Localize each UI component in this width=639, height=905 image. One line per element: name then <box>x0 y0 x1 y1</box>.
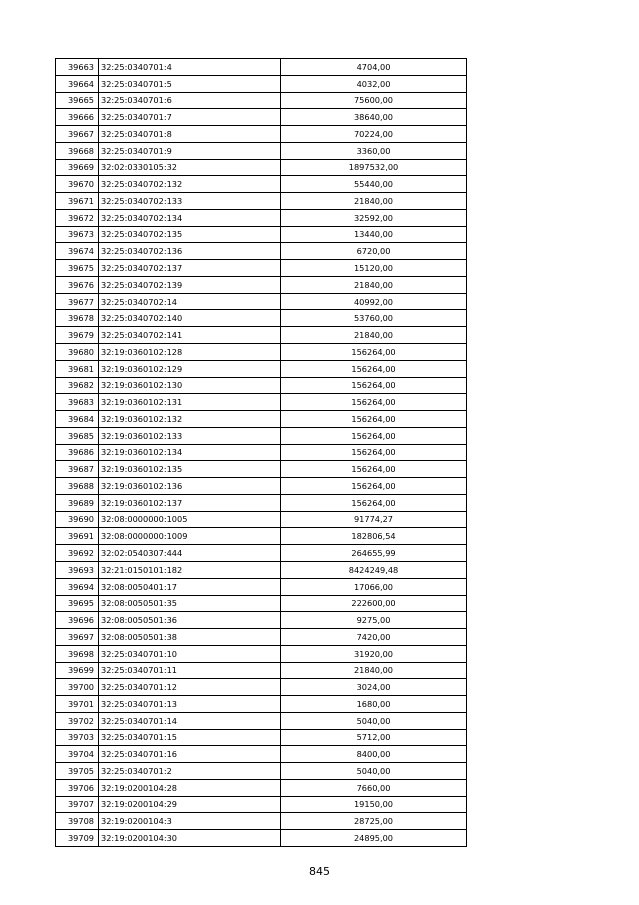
cadastral-number-cell: 32:25:0340701:12 <box>99 679 281 696</box>
table-row <box>56 59 467 76</box>
table-row <box>56 260 467 277</box>
row-number-cell: 39708 <box>56 813 99 830</box>
row-number-cell: 39669 <box>56 159 99 176</box>
row-number-cell: 39693 <box>56 561 99 578</box>
cadastral-number-cell: 32:08:0050501:36 <box>99 612 281 629</box>
cadastral-number-cell: 32:25:0340701:2 <box>99 763 281 780</box>
value-cell: 156264,00 <box>281 461 467 478</box>
cadastral-number-cell: 32:25:0340701:11 <box>99 662 281 679</box>
value-cell: 156264,00 <box>281 394 467 411</box>
table-row <box>56 813 467 830</box>
row-number-cell: 39673 <box>56 226 99 243</box>
cadastral-number-cell: 32:25:0340701:10 <box>99 645 281 662</box>
row-number-cell: 39667 <box>56 126 99 143</box>
table-row <box>56 830 467 847</box>
cadastral-number-cell: 32:25:0340702:14 <box>99 293 281 310</box>
row-number-cell: 39674 <box>56 243 99 260</box>
cadastral-number-cell: 32:25:0340702:133 <box>99 193 281 210</box>
table-row <box>56 75 467 92</box>
cadastral-number-cell: 32:19:0360102:136 <box>99 478 281 495</box>
row-number-cell: 39684 <box>56 411 99 428</box>
row-number-cell: 39683 <box>56 394 99 411</box>
cadastral-number-cell: 32:25:0340701:5 <box>99 75 281 92</box>
page-number: 845 <box>309 865 330 878</box>
cadastral-number-cell: 32:25:0340702:132 <box>99 176 281 193</box>
row-number-cell: 39701 <box>56 696 99 713</box>
cadastral-number-cell: 32:19:0360102:137 <box>99 494 281 511</box>
row-number-cell: 39691 <box>56 528 99 545</box>
value-cell: 7660,00 <box>281 779 467 796</box>
table-row <box>56 511 467 528</box>
row-number-cell: 39672 <box>56 209 99 226</box>
value-cell: 53760,00 <box>281 310 467 327</box>
cadastral-number-cell: 32:25:0340701:9 <box>99 142 281 159</box>
value-cell: 156264,00 <box>281 478 467 495</box>
cadastral-number-cell: 32:08:0050501:38 <box>99 629 281 646</box>
cadastral-number-cell: 32:08:0000000:1005 <box>99 511 281 528</box>
table-row <box>56 293 467 310</box>
table-row <box>56 126 467 143</box>
table-row <box>56 645 467 662</box>
table-row <box>56 494 467 511</box>
cadastral-number-cell: 32:25:0340701:6 <box>99 92 281 109</box>
table-row <box>56 226 467 243</box>
row-number-cell: 39699 <box>56 662 99 679</box>
table-row <box>56 578 467 595</box>
row-number-cell: 39681 <box>56 360 99 377</box>
value-cell: 24895,00 <box>281 830 467 847</box>
table-row <box>56 193 467 210</box>
value-cell: 5040,00 <box>281 763 467 780</box>
table-row <box>56 109 467 126</box>
value-cell: 1897532,00 <box>281 159 467 176</box>
cadastral-number-cell: 32:19:0360102:131 <box>99 394 281 411</box>
cadastral-number-cell: 32:19:0360102:129 <box>99 360 281 377</box>
table-row <box>56 243 467 260</box>
cadastral-number-cell: 32:19:0360102:135 <box>99 461 281 478</box>
cadastral-number-cell: 32:19:0360102:133 <box>99 427 281 444</box>
table-row <box>56 528 467 545</box>
cadastral-number-cell: 32:02:0540307:444 <box>99 545 281 562</box>
row-number-cell: 39685 <box>56 427 99 444</box>
cadastral-value-table <box>55 58 467 847</box>
row-number-cell: 39707 <box>56 796 99 813</box>
value-cell: 70224,00 <box>281 126 467 143</box>
row-number-cell: 39663 <box>56 59 99 76</box>
cadastral-number-cell: 32:25:0340702:140 <box>99 310 281 327</box>
value-cell: 55440,00 <box>281 176 467 193</box>
row-number-cell: 39675 <box>56 260 99 277</box>
row-number-cell: 39690 <box>56 511 99 528</box>
table-row <box>56 394 467 411</box>
value-cell: 19150,00 <box>281 796 467 813</box>
cadastral-number-cell: 32:08:0000000:1009 <box>99 528 281 545</box>
cadastral-number-cell: 32:25:0340701:8 <box>99 126 281 143</box>
row-number-cell: 39686 <box>56 444 99 461</box>
row-number-cell: 39679 <box>56 327 99 344</box>
cadastral-number-cell: 32:25:0340701:14 <box>99 712 281 729</box>
row-number-cell: 39666 <box>56 109 99 126</box>
row-number-cell: 39689 <box>56 494 99 511</box>
value-cell: 156264,00 <box>281 427 467 444</box>
row-number-cell: 39678 <box>56 310 99 327</box>
value-cell: 156264,00 <box>281 344 467 361</box>
value-cell: 264655,99 <box>281 545 467 562</box>
cadastral-number-cell: 32:19:0200104:30 <box>99 830 281 847</box>
value-cell: 4704,00 <box>281 59 467 76</box>
cadastral-number-cell: 32:19:0360102:128 <box>99 344 281 361</box>
row-number-cell: 39698 <box>56 645 99 662</box>
cadastral-number-cell: 32:21:0150101:182 <box>99 561 281 578</box>
value-cell: 156264,00 <box>281 444 467 461</box>
cadastral-number-cell: 32:25:0340702:139 <box>99 276 281 293</box>
value-cell: 21840,00 <box>281 193 467 210</box>
value-cell: 32592,00 <box>281 209 467 226</box>
table-row <box>56 159 467 176</box>
row-number-cell: 39680 <box>56 344 99 361</box>
row-number-cell: 39696 <box>56 612 99 629</box>
row-number-cell: 39700 <box>56 679 99 696</box>
row-number-cell: 39670 <box>56 176 99 193</box>
row-number-cell: 39709 <box>56 830 99 847</box>
table-row <box>56 176 467 193</box>
cadastral-number-cell: 32:02:0330105:32 <box>99 159 281 176</box>
table-row <box>56 796 467 813</box>
value-cell: 3360,00 <box>281 142 467 159</box>
cadastral-number-cell: 32:08:0050401:17 <box>99 578 281 595</box>
value-cell: 38640,00 <box>281 109 467 126</box>
row-number-cell: 39688 <box>56 478 99 495</box>
table-row <box>56 344 467 361</box>
value-cell: 4032,00 <box>281 75 467 92</box>
cadastral-number-cell: 32:19:0200104:29 <box>99 796 281 813</box>
table-row <box>56 696 467 713</box>
table-row <box>56 712 467 729</box>
cadastral-number-cell: 32:25:0340701:16 <box>99 746 281 763</box>
row-number-cell: 39702 <box>56 712 99 729</box>
cadastral-number-cell: 32:08:0050501:35 <box>99 595 281 612</box>
row-number-cell: 39703 <box>56 729 99 746</box>
row-number-cell: 39664 <box>56 75 99 92</box>
value-cell: 3024,00 <box>281 679 467 696</box>
cadastral-number-cell: 32:25:0340702:135 <box>99 226 281 243</box>
table-row <box>56 478 467 495</box>
value-cell: 5712,00 <box>281 729 467 746</box>
value-cell: 222600,00 <box>281 595 467 612</box>
cadastral-number-cell: 32:19:0360102:130 <box>99 377 281 394</box>
row-number-cell: 39687 <box>56 461 99 478</box>
value-cell: 9275,00 <box>281 612 467 629</box>
value-cell: 31920,00 <box>281 645 467 662</box>
table-row <box>56 595 467 612</box>
table-row <box>56 444 467 461</box>
value-cell: 8424249,48 <box>281 561 467 578</box>
value-cell: 21840,00 <box>281 327 467 344</box>
row-number-cell: 39694 <box>56 578 99 595</box>
row-number-cell: 39682 <box>56 377 99 394</box>
table-row <box>56 629 467 646</box>
table-row <box>56 679 467 696</box>
row-number-cell: 39671 <box>56 193 99 210</box>
value-cell: 156264,00 <box>281 494 467 511</box>
table-row <box>56 327 467 344</box>
value-cell: 182806,54 <box>281 528 467 545</box>
cadastral-number-cell: 32:25:0340702:134 <box>99 209 281 226</box>
cadastral-number-cell: 32:19:0360102:134 <box>99 444 281 461</box>
cadastral-number-cell: 32:25:0340702:141 <box>99 327 281 344</box>
cadastral-number-cell: 32:25:0340701:13 <box>99 696 281 713</box>
value-cell: 1680,00 <box>281 696 467 713</box>
row-number-cell: 39704 <box>56 746 99 763</box>
table-row <box>56 662 467 679</box>
table-row <box>56 545 467 562</box>
table-row <box>56 427 467 444</box>
cadastral-number-cell: 32:19:0200104:28 <box>99 779 281 796</box>
table-row <box>56 779 467 796</box>
row-number-cell: 39706 <box>56 779 99 796</box>
value-cell: 28725,00 <box>281 813 467 830</box>
row-number-cell: 39705 <box>56 763 99 780</box>
value-cell: 156264,00 <box>281 360 467 377</box>
row-number-cell: 39668 <box>56 142 99 159</box>
table-body <box>56 59 467 847</box>
row-number-cell: 39697 <box>56 629 99 646</box>
value-cell: 15120,00 <box>281 260 467 277</box>
value-cell: 156264,00 <box>281 377 467 394</box>
value-cell: 7420,00 <box>281 629 467 646</box>
row-number-cell: 39665 <box>56 92 99 109</box>
table-row <box>56 561 467 578</box>
value-cell: 8400,00 <box>281 746 467 763</box>
cadastral-number-cell: 32:25:0340701:4 <box>99 59 281 76</box>
table-row <box>56 310 467 327</box>
table-row <box>56 763 467 780</box>
value-cell: 6720,00 <box>281 243 467 260</box>
cadastral-number-cell: 32:25:0340702:137 <box>99 260 281 277</box>
table-row <box>56 746 467 763</box>
table-row <box>56 142 467 159</box>
cadastral-number-cell: 32:25:0340701:7 <box>99 109 281 126</box>
value-cell: 13440,00 <box>281 226 467 243</box>
value-cell: 75600,00 <box>281 92 467 109</box>
row-number-cell: 39676 <box>56 276 99 293</box>
row-number-cell: 39677 <box>56 293 99 310</box>
value-cell: 91774,27 <box>281 511 467 528</box>
value-cell: 156264,00 <box>281 411 467 428</box>
value-cell: 17066,00 <box>281 578 467 595</box>
table-row <box>56 360 467 377</box>
cadastral-number-cell: 32:19:0360102:132 <box>99 411 281 428</box>
value-cell: 5040,00 <box>281 712 467 729</box>
table-row <box>56 461 467 478</box>
table-row <box>56 411 467 428</box>
row-number-cell: 39692 <box>56 545 99 562</box>
value-cell: 21840,00 <box>281 276 467 293</box>
cadastral-number-cell: 32:25:0340701:15 <box>99 729 281 746</box>
value-cell: 40992,00 <box>281 293 467 310</box>
row-number-cell: 39695 <box>56 595 99 612</box>
table-row <box>56 377 467 394</box>
cadastral-number-cell: 32:25:0340702:136 <box>99 243 281 260</box>
table-row <box>56 612 467 629</box>
table-row <box>56 92 467 109</box>
value-cell: 21840,00 <box>281 662 467 679</box>
table-row <box>56 276 467 293</box>
table-row <box>56 729 467 746</box>
table-row <box>56 209 467 226</box>
cadastral-number-cell: 32:19:0200104:3 <box>99 813 281 830</box>
